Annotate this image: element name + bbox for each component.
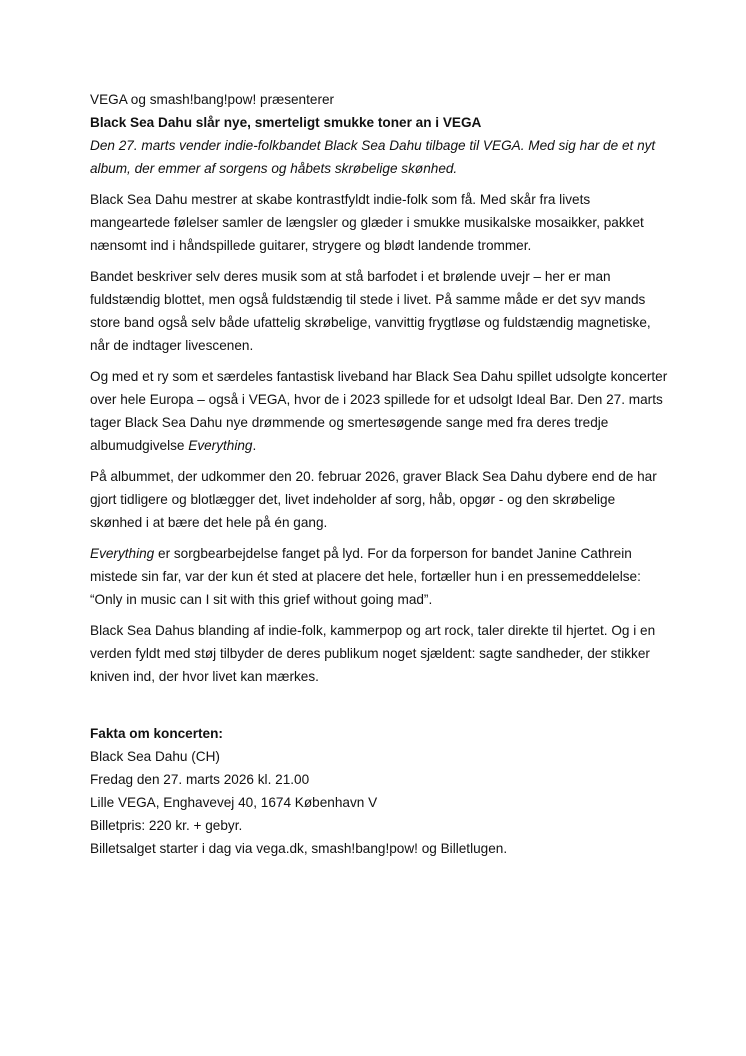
paragraph-3-end: . — [252, 438, 257, 453]
paragraph-3 — [90, 365, 670, 457]
concert-facts — [90, 722, 670, 860]
fact-artist: Black Sea Dahu (CH) — [90, 749, 220, 764]
paragraph-6: Black Sea Dahus blanding af indie-folk, kammerpop og art rock, taler direkte til hjertet. Og i en verden fyldt med støj tilbyder de deres publikum noget sjældent: sagte sandheder, der stikker kniven ind, der hvor livet kan mærkes. — [90, 623, 656, 684]
fact-venue: Lille VEGA, Enghavevej 40, 1674 København V — [90, 795, 378, 810]
paragraph-3-text: Og med et ry som et særdeles fantastisk liveband har Black Sea Dahu spillet udsolgte koncerter over hele Europa – også i VEGA, hvor de i 2023 spillede for et udsolgt Ideal Bar. Den 27. marts tager Black Sea Dahu nye drømmende og smertesøgende sange med fra deres tredje albumudgivelse — [90, 369, 668, 453]
paragraph-4: På albummet, der udkommer den 20. februar 2026, graver Black Sea Dahu dybere end de har gjort tidligere og blotlægger det, livet indeholder af sorg, håb, opgør - og den skrøbelige skønhed i at bære det hele på én gang. — [90, 469, 657, 530]
press-release-body — [90, 88, 670, 860]
album-title: Everything — [188, 438, 253, 453]
fact-date: Fredag den 27. marts 2026 kl. 21.00 — [90, 772, 310, 787]
presenter-line: VEGA og smash!bang!pow! præsenterer — [90, 92, 335, 107]
lead-paragraph: Den 27. marts vender indie-folkbandet Black Sea Dahu tilbage til VEGA. Med sig har de et nyt album, der emmer af sorgens og håbets skrøbelige skønhed. — [90, 138, 656, 176]
fact-price: Billetpris: 220 kr. + gebyr. — [90, 818, 243, 833]
paragraph-2: Bandet beskriver selv deres musik som at stå barfodet i et brølende uvejr – her er man fuldstændig blottet, men også fuldstændig til stede i livet. På samme måde er det syv mands store band også selv både ufattelig skrøbelige, vanvittig frygtløse og fuldstændig magnetiske, når de indtager livescenen. — [90, 269, 651, 353]
headline: Black Sea Dahu slår nye, smerteligt smukke toner an i VEGA — [90, 115, 482, 130]
album-title: Everything — [90, 546, 155, 561]
paragraph-5 — [90, 542, 670, 611]
paragraph-5-text: er sorgbearbejdelse fanget på lyd. For da forperson for bandet Janine Cathrein mistede sin far, var der kun ét sted at placere det hele, fortæller hun i en pressemeddelelse: “Only in music can I sit with this grief without going mad”. — [90, 546, 641, 607]
paragraph-1: Black Sea Dahu mestrer at skabe kontrastfyldt indie-folk som få. Med skår fra livets mangeartede følelser samler de længsler og glæder i smukke musikalske mosaikker, pakket nænsomt ind i håndspillede guitarer, strygere og blødt landende trommer. — [90, 192, 644, 253]
facts-heading: Fakta om koncerten: — [90, 726, 223, 741]
fact-ticket-sale: Billetsalget starter i dag via vega.dk, smash!bang!pow! og Billetlugen. — [90, 841, 508, 856]
